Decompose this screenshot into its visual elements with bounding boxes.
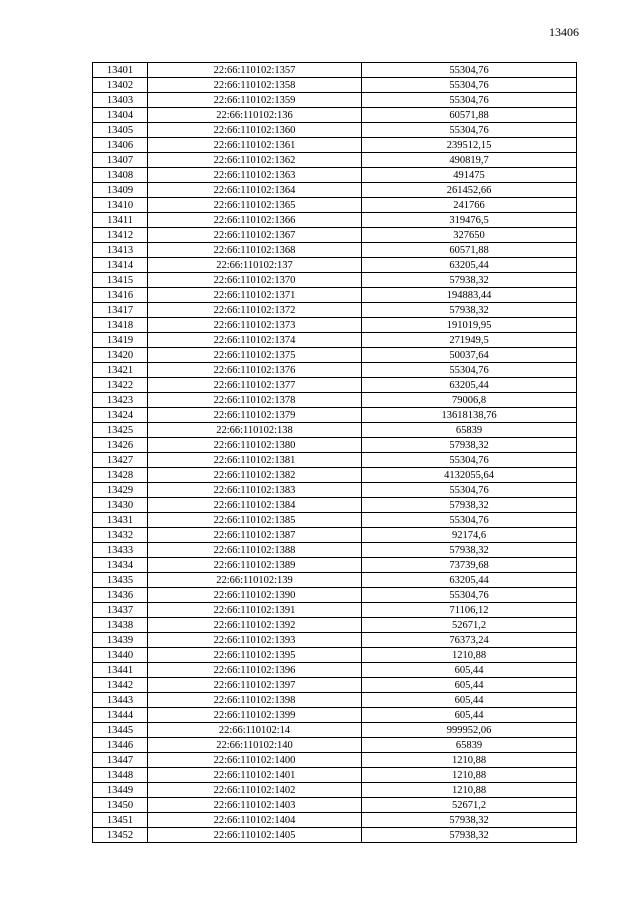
value-cell: 999952,06	[362, 723, 577, 738]
table-row	[93, 588, 577, 603]
row-number-cell: 13451	[93, 813, 148, 828]
cadastral-number-cell: 22:66:110102:138	[148, 423, 362, 438]
row-number-cell: 13409	[93, 183, 148, 198]
row-number-cell: 13437	[93, 603, 148, 618]
cadastral-number-cell: 22:66:110102:1389	[148, 558, 362, 573]
row-number-cell: 13423	[93, 393, 148, 408]
cadastral-number-cell: 22:66:110102:1370	[148, 273, 362, 288]
value-cell: 79006,8	[362, 393, 577, 408]
value-cell: 271949,5	[362, 333, 577, 348]
row-number-cell: 13410	[93, 198, 148, 213]
value-cell: 1210,88	[362, 648, 577, 663]
row-number-cell: 13435	[93, 573, 148, 588]
row-number-cell: 13403	[93, 93, 148, 108]
row-number-cell: 13412	[93, 228, 148, 243]
value-cell: 605,44	[362, 678, 577, 693]
cadastral-number-cell: 22:66:110102:1359	[148, 93, 362, 108]
table-row	[93, 153, 577, 168]
table-row	[93, 408, 577, 423]
value-cell: 57938,32	[362, 828, 577, 843]
value-cell: 57938,32	[362, 303, 577, 318]
table-row	[93, 288, 577, 303]
row-number-cell: 13402	[93, 78, 148, 93]
row-number-cell: 13449	[93, 783, 148, 798]
row-number-cell: 13408	[93, 168, 148, 183]
value-cell: 261452,66	[362, 183, 577, 198]
row-number-cell: 13431	[93, 513, 148, 528]
row-number-cell: 13426	[93, 438, 148, 453]
cadastral-number-cell: 22:66:110102:1361	[148, 138, 362, 153]
value-cell: 50037,64	[362, 348, 577, 363]
cadastral-number-cell: 22:66:110102:1402	[148, 783, 362, 798]
cadastral-number-cell: 22:66:110102:1360	[148, 123, 362, 138]
value-cell: 55304,76	[362, 78, 577, 93]
table-row	[93, 708, 577, 723]
row-number-cell: 13405	[93, 123, 148, 138]
row-number-cell: 13442	[93, 678, 148, 693]
table-row	[93, 393, 577, 408]
cadastral-number-cell: 22:66:110102:1380	[148, 438, 362, 453]
value-cell: 57938,32	[362, 438, 577, 453]
cadastral-number-cell: 22:66:110102:137	[148, 258, 362, 273]
table-row	[93, 468, 577, 483]
table-row	[93, 513, 577, 528]
row-number-cell: 13401	[93, 63, 148, 78]
row-number-cell: 13441	[93, 663, 148, 678]
value-cell: 63205,44	[362, 258, 577, 273]
cadastral-number-cell: 22:66:110102:1381	[148, 453, 362, 468]
table-row	[93, 213, 577, 228]
table-row	[93, 633, 577, 648]
cadastral-number-cell: 22:66:110102:1371	[148, 288, 362, 303]
cadastral-number-cell: 22:66:110102:1403	[148, 798, 362, 813]
row-number-cell: 13446	[93, 738, 148, 753]
table-row	[93, 168, 577, 183]
row-number-cell: 13436	[93, 588, 148, 603]
value-cell: 491475	[362, 168, 577, 183]
row-number-cell: 13417	[93, 303, 148, 318]
cadastral-number-cell: 22:66:110102:1376	[148, 363, 362, 378]
value-cell: 327650	[362, 228, 577, 243]
cadastral-number-cell: 22:66:110102:1365	[148, 198, 362, 213]
cadastral-number-cell: 22:66:110102:14	[148, 723, 362, 738]
table-row	[93, 453, 577, 468]
cadastral-number-cell: 22:66:110102:1397	[148, 678, 362, 693]
table-row	[93, 108, 577, 123]
row-number-cell: 13424	[93, 408, 148, 423]
table-row	[93, 228, 577, 243]
value-cell: 60571,88	[362, 108, 577, 123]
table-row	[93, 813, 577, 828]
table-row	[93, 573, 577, 588]
table-row	[93, 663, 577, 678]
value-cell: 63205,44	[362, 378, 577, 393]
row-number-cell: 13414	[93, 258, 148, 273]
value-cell: 57938,32	[362, 498, 577, 513]
row-number-cell: 13427	[93, 453, 148, 468]
row-number-cell: 13421	[93, 363, 148, 378]
table-row	[93, 783, 577, 798]
table-row	[93, 528, 577, 543]
row-number-cell: 13439	[93, 633, 148, 648]
value-cell: 490819,7	[362, 153, 577, 168]
row-number-cell: 13422	[93, 378, 148, 393]
row-number-cell: 13440	[93, 648, 148, 663]
registry-table	[92, 62, 577, 843]
table-row	[93, 363, 577, 378]
table-row	[93, 273, 577, 288]
cadastral-number-cell: 22:66:110102:1357	[148, 63, 362, 78]
cadastral-number-cell: 22:66:110102:140	[148, 738, 362, 753]
value-cell: 605,44	[362, 708, 577, 723]
row-number-cell: 13429	[93, 483, 148, 498]
table-row	[93, 183, 577, 198]
cadastral-number-cell: 22:66:110102:1405	[148, 828, 362, 843]
table-row	[93, 753, 577, 768]
value-cell: 605,44	[362, 663, 577, 678]
cadastral-number-cell: 22:66:110102:1384	[148, 498, 362, 513]
cadastral-number-cell: 22:66:110102:1398	[148, 693, 362, 708]
value-cell: 55304,76	[362, 453, 577, 468]
value-cell: 55304,76	[362, 483, 577, 498]
cadastral-number-cell: 22:66:110102:1375	[148, 348, 362, 363]
cadastral-number-cell: 22:66:110102:1400	[148, 753, 362, 768]
registry-table-body	[93, 63, 577, 843]
row-number-cell: 13428	[93, 468, 148, 483]
row-number-cell: 13452	[93, 828, 148, 843]
cadastral-number-cell: 22:66:110102:1374	[148, 333, 362, 348]
cadastral-number-cell: 22:66:110102:1368	[148, 243, 362, 258]
row-number-cell: 13450	[93, 798, 148, 813]
table-row	[93, 198, 577, 213]
value-cell: 194883,44	[362, 288, 577, 303]
value-cell: 52671,2	[362, 798, 577, 813]
row-number-cell: 13432	[93, 528, 148, 543]
table-row	[93, 738, 577, 753]
cadastral-number-cell: 22:66:110102:1363	[148, 168, 362, 183]
cadastral-number-cell: 22:66:110102:1373	[148, 318, 362, 333]
row-number-cell: 13425	[93, 423, 148, 438]
row-number-cell: 13430	[93, 498, 148, 513]
table-row	[93, 678, 577, 693]
value-cell: 57938,32	[362, 813, 577, 828]
cadastral-number-cell: 22:66:110102:1391	[148, 603, 362, 618]
table-row	[93, 318, 577, 333]
value-cell: 13618138,76	[362, 408, 577, 423]
value-cell: 4132055,64	[362, 468, 577, 483]
cadastral-number-cell: 22:66:110102:1401	[148, 768, 362, 783]
value-cell: 65839	[362, 738, 577, 753]
table-row	[93, 798, 577, 813]
table-row	[93, 543, 577, 558]
cadastral-number-cell: 22:66:110102:1396	[148, 663, 362, 678]
cadastral-number-cell: 22:66:110102:1404	[148, 813, 362, 828]
value-cell: 65839	[362, 423, 577, 438]
row-number-cell: 13416	[93, 288, 148, 303]
cadastral-number-cell: 22:66:110102:1358	[148, 78, 362, 93]
row-number-cell: 13434	[93, 558, 148, 573]
row-number-cell: 13419	[93, 333, 148, 348]
value-cell: 71106,12	[362, 603, 577, 618]
table-row	[93, 618, 577, 633]
table-row	[93, 243, 577, 258]
table-row	[93, 123, 577, 138]
row-number-cell: 13404	[93, 108, 148, 123]
table-row	[93, 258, 577, 273]
cadastral-number-cell: 22:66:110102:1364	[148, 183, 362, 198]
row-number-cell: 13438	[93, 618, 148, 633]
row-number-cell: 13407	[93, 153, 148, 168]
table-row	[93, 483, 577, 498]
value-cell: 57938,32	[362, 273, 577, 288]
table-row	[93, 603, 577, 618]
table-row	[93, 558, 577, 573]
row-number-cell: 13447	[93, 753, 148, 768]
table-row	[93, 693, 577, 708]
cadastral-number-cell: 22:66:110102:136	[148, 108, 362, 123]
cadastral-number-cell: 22:66:110102:1379	[148, 408, 362, 423]
row-number-cell: 13415	[93, 273, 148, 288]
value-cell: 1210,88	[362, 783, 577, 798]
value-cell: 605,44	[362, 693, 577, 708]
cadastral-number-cell: 22:66:110102:1378	[148, 393, 362, 408]
row-number-cell: 13448	[93, 768, 148, 783]
cadastral-number-cell: 22:66:110102:1366	[148, 213, 362, 228]
table-row	[93, 333, 577, 348]
cadastral-number-cell: 22:66:110102:1367	[148, 228, 362, 243]
value-cell: 63205,44	[362, 573, 577, 588]
row-number-cell: 13406	[93, 138, 148, 153]
cadastral-number-cell: 22:66:110102:1362	[148, 153, 362, 168]
cadastral-number-cell: 22:66:110102:1392	[148, 618, 362, 633]
table-row	[93, 138, 577, 153]
value-cell: 52671,2	[362, 618, 577, 633]
row-number-cell: 13445	[93, 723, 148, 738]
row-number-cell: 13443	[93, 693, 148, 708]
cadastral-number-cell: 22:66:110102:139	[148, 573, 362, 588]
table-row	[93, 648, 577, 663]
table-row	[93, 423, 577, 438]
row-number-cell: 13413	[93, 243, 148, 258]
cadastral-number-cell: 22:66:110102:1387	[148, 528, 362, 543]
row-number-cell: 13411	[93, 213, 148, 228]
value-cell: 55304,76	[362, 588, 577, 603]
cadastral-number-cell: 22:66:110102:1385	[148, 513, 362, 528]
cadastral-number-cell: 22:66:110102:1395	[148, 648, 362, 663]
value-cell: 241766	[362, 198, 577, 213]
table-row	[93, 348, 577, 363]
cadastral-number-cell: 22:66:110102:1390	[148, 588, 362, 603]
value-cell: 55304,76	[362, 363, 577, 378]
cadastral-number-cell: 22:66:110102:1383	[148, 483, 362, 498]
page-number: 13406	[549, 25, 579, 39]
value-cell: 55304,76	[362, 63, 577, 78]
value-cell: 239512,15	[362, 138, 577, 153]
value-cell: 60571,88	[362, 243, 577, 258]
table-row	[93, 723, 577, 738]
table-row	[93, 93, 577, 108]
cadastral-number-cell: 22:66:110102:1393	[148, 633, 362, 648]
value-cell: 319476,5	[362, 213, 577, 228]
value-cell: 55304,76	[362, 93, 577, 108]
table-row	[93, 828, 577, 843]
table-row	[93, 63, 577, 78]
value-cell: 55304,76	[362, 513, 577, 528]
value-cell: 76373,24	[362, 633, 577, 648]
value-cell: 1210,88	[362, 753, 577, 768]
value-cell: 191019,95	[362, 318, 577, 333]
cadastral-number-cell: 22:66:110102:1382	[148, 468, 362, 483]
table-row	[93, 768, 577, 783]
row-number-cell: 13444	[93, 708, 148, 723]
row-number-cell: 13420	[93, 348, 148, 363]
row-number-cell: 13418	[93, 318, 148, 333]
value-cell: 92174,6	[362, 528, 577, 543]
cadastral-number-cell: 22:66:110102:1377	[148, 378, 362, 393]
value-cell: 55304,76	[362, 123, 577, 138]
value-cell: 57938,32	[362, 543, 577, 558]
table-row	[93, 498, 577, 513]
value-cell: 73739,68	[362, 558, 577, 573]
value-cell: 1210,88	[362, 768, 577, 783]
table-row	[93, 303, 577, 318]
table-row	[93, 438, 577, 453]
table-row	[93, 378, 577, 393]
cadastral-number-cell: 22:66:110102:1399	[148, 708, 362, 723]
cadastral-number-cell: 22:66:110102:1388	[148, 543, 362, 558]
table-row	[93, 78, 577, 93]
cadastral-number-cell: 22:66:110102:1372	[148, 303, 362, 318]
row-number-cell: 13433	[93, 543, 148, 558]
